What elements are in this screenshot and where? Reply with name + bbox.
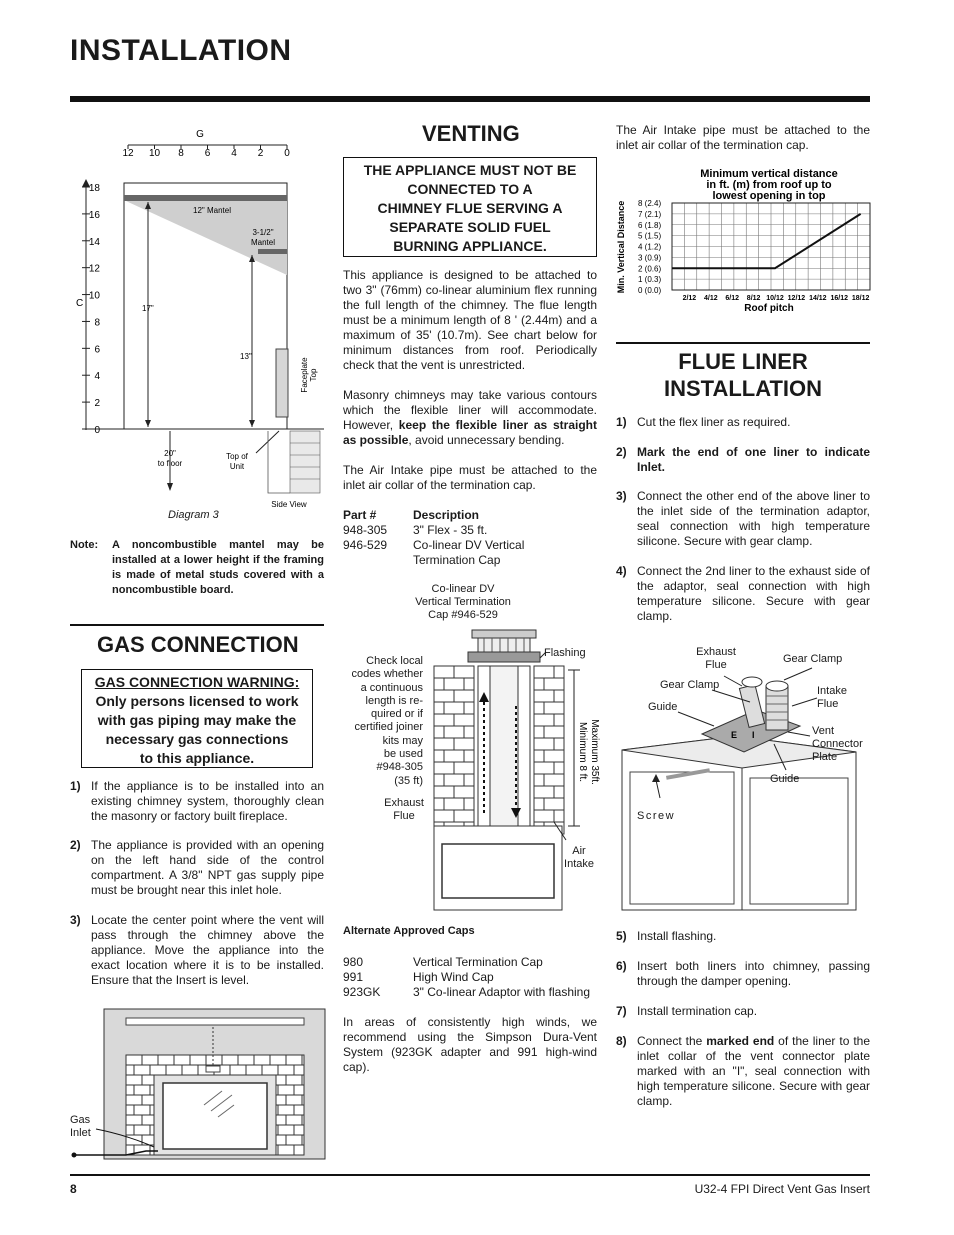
venting-warning-box <box>343 157 597 257</box>
g-tick-label: 8 <box>178 148 184 159</box>
venting-warning-line: THE APPLIANCE MUST NOT BE <box>363 162 577 178</box>
mantel-35-line2: Mantel <box>250 238 276 247</box>
label-line: Vent <box>812 725 835 737</box>
roof-pitch-chart <box>612 163 874 315</box>
gas-section-rule <box>70 624 324 626</box>
gas-warning-box <box>81 669 313 768</box>
screw-label: Screw <box>637 810 676 822</box>
gear-clamp-left-label: Gear Clamp <box>660 679 720 691</box>
label-line: Intake <box>817 685 847 697</box>
g-tick-label: 12 <box>122 148 134 159</box>
x-tick-label: 10/12 <box>766 295 784 302</box>
venting-warning-line: BURNING APPLIANCE. <box>393 238 547 254</box>
gas-warning-line: with gas piping may make the <box>97 712 297 728</box>
series-line <box>672 214 861 268</box>
vent-connector-plate-label <box>812 725 863 764</box>
flue-step <box>616 564 870 624</box>
label-line: Exhaust <box>696 646 736 658</box>
label-line: codes whether <box>351 668 423 681</box>
g-label: G <box>196 129 204 140</box>
venting-para-1: This appliance is designed to be attached to two 3" (76mm) co-linear aluminium flex running the full length of the chimney. The flue length must be a minimum length of 8 ' (2.44m) and a maximum of 35' (10.7m). See chart below for minimum distances from roof. Periodically check that the vent is unrestricted. <box>343 268 597 372</box>
flue-step <box>616 959 870 989</box>
flue-step <box>616 929 870 944</box>
top-of-unit-line1: Top of <box>226 452 248 461</box>
cap-desc: 3" Co-linear Adaptor with flashing <box>413 985 591 999</box>
step-text: Cut the flex liner as required. <box>637 415 791 429</box>
flue-step <box>616 445 870 475</box>
y-tick-label: 5 (1.5) <box>638 231 662 241</box>
x-tick-label: 14/12 <box>809 295 827 302</box>
gas-inlet-label-2: Inlet <box>70 1127 91 1139</box>
step-text: Insert both liners into chimney, passing through the damper opening. <box>637 959 870 988</box>
flue-step <box>616 415 870 430</box>
label-line: kits may <box>382 734 423 747</box>
g-tick-label: 2 <box>257 148 264 159</box>
y-tick-label: 2 (0.6) <box>638 264 662 274</box>
heading-line: INSTALLATION <box>663 376 823 401</box>
max-length-label: Maximum 35ft. <box>589 719 600 785</box>
para-text: Masonry chimneys may take various contours which the flexible liner will accommodate. However, <box>343 388 597 432</box>
venting-heading: VENTING <box>422 121 520 146</box>
chart-title-line: in ft. (m) from roof up to <box>706 179 832 191</box>
c-scale <box>82 183 100 436</box>
x-tick-label: 4/12 <box>703 295 718 302</box>
part-number: 948-305 <box>343 523 388 537</box>
alt-caps-heading: Alternate Approved Caps <box>343 925 475 937</box>
label-line: Connector <box>812 738 863 750</box>
g-tick-label: 6 <box>204 148 211 159</box>
chart-title-line: Minimum vertical distance <box>700 168 838 180</box>
x-tick-label: 12/12 <box>787 295 806 302</box>
venting-warning-line: SEPARATE SOLID FUEL <box>389 219 551 235</box>
label-line: Exhaust <box>384 797 424 809</box>
label-line: (35 ft) <box>394 774 423 787</box>
x-tick-label: 16/12 <box>830 295 849 302</box>
guide-left-label: Guide <box>648 701 678 713</box>
intake-flue-label <box>817 685 847 711</box>
parts-header-desc: Description <box>413 508 480 522</box>
side-view-label: Side View <box>271 500 307 509</box>
step-number: 2) <box>70 838 81 852</box>
step-text: Connect the 2nd liner to the exhaust side of the adaptor, seal connection with high temperature silicone. Secure with gear clamp. <box>637 564 870 623</box>
label-line: Cap #946-529 <box>428 609 498 621</box>
label-line: Air <box>572 845 586 857</box>
label-line: Co-linear DV <box>431 583 495 595</box>
exhaust-flue-label <box>380 797 428 823</box>
chart-ylabel: Min. Vertical Distance <box>616 200 626 294</box>
note-label: Note: <box>70 539 99 551</box>
step-number: 3) <box>70 913 81 927</box>
step-text: Locate the center point where the vent will pass through the chimney above the appliance. Move the appliance into the exact location where it is to be installed. Ensure that the Insert is level. <box>91 913 324 987</box>
dim-13-label: 13" <box>240 352 252 361</box>
g-tick-label: 10 <box>148 148 161 159</box>
gas-step <box>70 779 324 824</box>
step-text: Mark the end of one liner to indicate Inlet. <box>637 445 870 474</box>
note-text: A noncombustible mantel may be installed at a lower height if the framing is made of metal studs covered with a noncombustible board. <box>112 539 324 596</box>
gas-step <box>70 838 324 898</box>
part-desc: Co-linear DV Vertical <box>413 538 525 552</box>
parts-table <box>343 508 597 568</box>
gas-warning-line: to this appliance. <box>139 750 255 766</box>
text-part: Connect the <box>637 1034 707 1048</box>
chart-y-ticks <box>638 199 661 295</box>
label-line: Flue <box>817 698 839 710</box>
c-tick-label: 8 <box>94 317 100 329</box>
label-line: Intake <box>564 858 594 870</box>
step-number: 5) <box>616 929 627 943</box>
gas-warning-line: necessary gas connections <box>105 731 289 747</box>
guide-right-label: Guide <box>770 773 800 785</box>
label-line: Plate <box>812 751 838 763</box>
chart-series-line <box>672 214 861 268</box>
label-line: Check local <box>366 655 423 667</box>
label-line: Flue <box>393 810 415 822</box>
venting-warning-line: CHIMNEY FLUE SERVING A <box>377 200 563 216</box>
gear-clamp-right-label: Gear Clamp <box>783 653 843 665</box>
c-tick-label: 14 <box>88 236 100 248</box>
g-scale <box>122 145 290 159</box>
chart-xlabel: Roof pitch <box>744 303 794 314</box>
plate-i-label: I <box>752 730 755 740</box>
intake-flue-pipe <box>766 681 788 730</box>
plate-e-label: E <box>731 730 738 740</box>
venting-warning-line: CONNECTED TO A <box>407 181 533 197</box>
side-view-bricks <box>268 431 320 493</box>
x-tick-label: 18/12 <box>851 295 870 302</box>
cap-part: 980 <box>343 955 364 969</box>
step-text: Install termination cap. <box>637 1004 758 1018</box>
c-tick-label: 2 <box>94 398 100 410</box>
c-tick-label: 16 <box>88 209 100 221</box>
flue-step <box>616 1034 870 1109</box>
flashing-label: Flashing <box>544 647 586 659</box>
mantel-clearance-diagram <box>66 125 326 515</box>
x-tick-label: 6/12 <box>725 295 740 302</box>
para-bold-text: keep the flexible liner as straight as possible <box>343 418 597 447</box>
gas-step <box>70 913 324 988</box>
y-tick-label: 0 (0.0) <box>638 286 662 295</box>
flue-step <box>616 1004 870 1019</box>
air-intake-intro: The Air Intake pipe must be attached to the inlet air collar of the termination cap. <box>616 123 870 152</box>
y-tick-label: 3 (0.9) <box>638 253 662 263</box>
min-length-label: Minimum 8 ft. <box>577 721 588 783</box>
g-tick-label: 0 <box>284 148 290 159</box>
y-tick-label: 8 (2.4) <box>638 199 662 208</box>
check-local-label <box>340 655 423 788</box>
step-number: 6) <box>616 959 627 973</box>
mantel-35-line1: 3-1/2" <box>252 228 274 237</box>
step-number: 2) <box>616 445 627 459</box>
chart-title-line: lowest opening in top <box>712 190 826 202</box>
y-tick-label: 4 (1.2) <box>638 242 662 252</box>
label-line: be used <box>383 748 423 761</box>
c-tick-label: 18 <box>88 183 100 194</box>
venting-para-2 <box>343 388 597 448</box>
label-line: a continuous <box>360 681 423 694</box>
flue-step <box>616 489 870 549</box>
gas-connection-heading: GAS CONNECTION <box>97 632 299 657</box>
label-line: quired or if <box>371 708 423 721</box>
heading-line: FLUE LINER <box>678 349 808 374</box>
step-number: 1) <box>70 779 81 793</box>
step-number: 8) <box>616 1034 627 1048</box>
g-tick-label: 4 <box>231 148 237 159</box>
dim-17-label: 17" <box>142 304 154 313</box>
gas-inlet-diagram <box>66 1005 328 1165</box>
vent-connector-diagram <box>616 640 872 918</box>
step-text: Install flashing. <box>637 929 717 943</box>
page-title: INSTALLATION <box>70 34 292 67</box>
y-tick-label: 6 (1.8) <box>638 220 662 230</box>
cap-desc: High Wind Cap <box>413 970 494 984</box>
venting-para-4: In areas of consistently high winds, we recommend using the Simpson Dura-Vent System (923GK adapter and 991 high-wind cap). <box>343 1015 597 1074</box>
step-text: If the appliance is to be installed into an existing chimney system, thoroughly clean the masonry or factory built fireplace. <box>91 779 324 823</box>
air-intake-label <box>562 845 596 871</box>
to-floor-line2: to floor <box>157 459 183 468</box>
term-cap-label <box>398 583 528 622</box>
parts-header-part: Part # <box>343 508 377 522</box>
gas-warning-line: Only persons licensed to work <box>95 693 299 709</box>
top-of-unit-line2: Unit <box>229 462 245 471</box>
x-tick-label: 8/12 <box>746 295 761 302</box>
label-line: Flue <box>705 659 727 671</box>
x-tick-label: 2/12 <box>682 295 697 302</box>
exhaust-flue-label <box>694 646 738 672</box>
flue-section-rule <box>616 342 870 344</box>
mantel-12-label: 12" Mantel <box>193 206 231 215</box>
step-number: 1) <box>616 415 627 429</box>
c-tick-label: 0 <box>94 425 100 436</box>
step-text <box>637 1034 870 1109</box>
text-part: of the liner to the inlet collar of the vent connector plate marked with an "I", seal connection with high temperature silicone. Secure with gear clamp. <box>637 1034 870 1108</box>
step-number: 3) <box>616 489 627 503</box>
diagram3-caption: Diagram 3 <box>168 509 219 521</box>
chart-x-ticks <box>683 295 870 302</box>
step-text: The appliance is provided with an opening on the left hand side of the control compartment. A 3/8" NPT gas supply pipe must be brought near this inlet hole. <box>91 838 324 897</box>
c-label: C <box>76 298 84 309</box>
c-tick-label: 6 <box>94 344 100 356</box>
footer-rule <box>70 1174 870 1176</box>
label-line: Vertical Termination <box>415 596 511 608</box>
label-line: length is re- <box>365 694 423 707</box>
to-floor-line1: 20" <box>164 449 176 458</box>
para-text: , avoid unnecessary bending. <box>408 433 565 447</box>
cap-part: 991 <box>343 970 364 984</box>
flue-liner-heading <box>616 348 870 402</box>
cap-part: 923GK <box>343 985 381 999</box>
gas-warning-title: GAS CONNECTION WARNING: <box>94 674 300 690</box>
cap-desc: Vertical Termination Cap <box>413 955 543 969</box>
venting-para-3: The Air Intake pipe must be attached to the inlet air collar of the termination cap. <box>343 463 597 492</box>
faceplate-line2: Top <box>309 368 318 382</box>
step-text: Connect the other end of the above liner to the inlet side of the termination adaptor, seal connection with high temperature silicone. Secure with gear clamp. <box>637 489 870 548</box>
y-tick-label: 7 (2.1) <box>638 209 662 219</box>
label-line: #948-305 <box>376 761 423 774</box>
page-number: 8 <box>70 1182 77 1196</box>
chart-grid <box>672 203 870 290</box>
label-line: certified joiner <box>354 721 423 734</box>
step-number: 4) <box>616 564 627 578</box>
c-tick-label: 4 <box>94 371 100 383</box>
part-desc: Termination Cap <box>413 553 501 567</box>
footer-document-title: U32-4 FPI Direct Vent Gas Insert <box>694 1182 870 1196</box>
step-number: 7) <box>616 1004 627 1018</box>
header-rule <box>70 96 870 102</box>
c-tick-label: 10 <box>88 290 100 302</box>
alt-caps-table <box>343 955 603 1000</box>
part-number: 946-529 <box>343 538 388 552</box>
c-tick-label: 12 <box>88 263 100 275</box>
mantel-note <box>70 538 324 598</box>
y-tick-label: 1 (0.3) <box>638 275 662 285</box>
text-part-bold: marked end <box>706 1034 775 1048</box>
part-desc: 3" Flex - 35 ft. <box>413 523 488 537</box>
faceplate-line1: Faceplate <box>300 357 309 393</box>
gas-inlet-label-1: Gas <box>70 1114 91 1126</box>
